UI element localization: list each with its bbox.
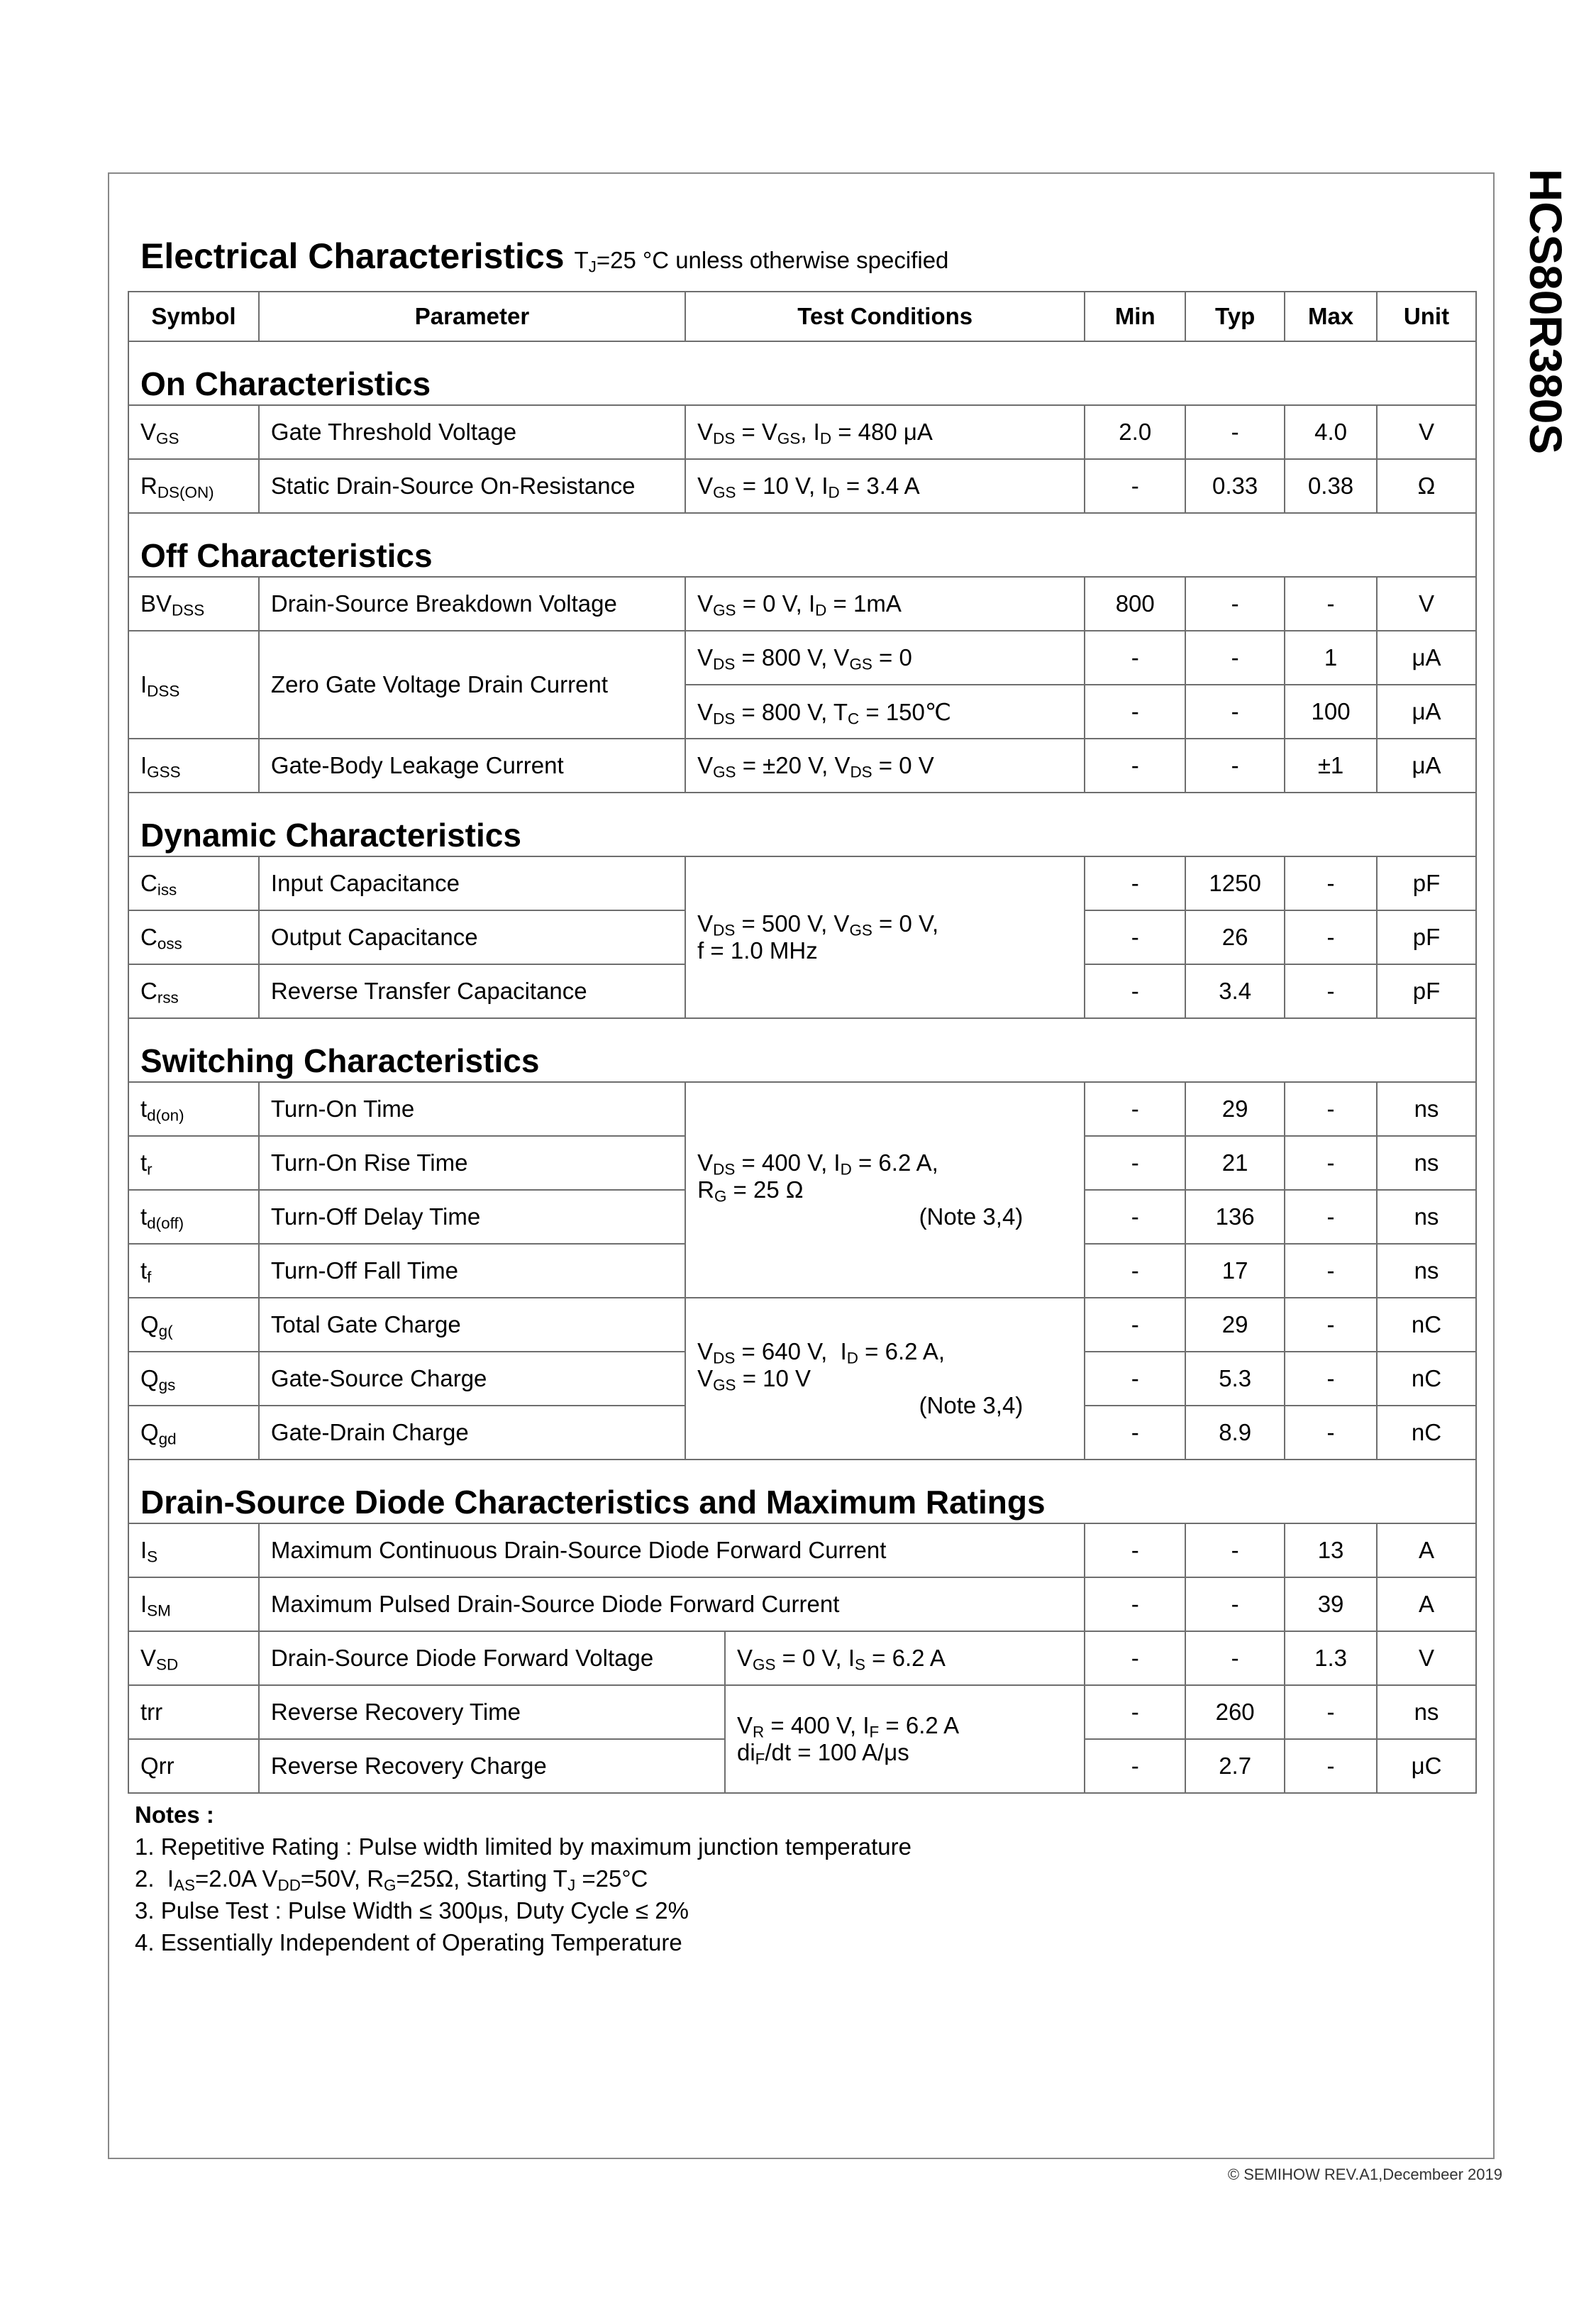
page-heading bbox=[140, 236, 948, 277]
side-part-number: HCS80R380S bbox=[1520, 169, 1571, 454]
table-row: $Q_{gs}$ Gate-Source Charge - 5.3 - nC bbox=[128, 1352, 1476, 1406]
table-row: Qrr Reverse Recovery Charge - 2.7 - μC bbox=[128, 1739, 1476, 1793]
table-row: $BV_{DSS}$ Drain-Source Breakdown Voltage $V_{GS} = 0$ V, $I_D = 1mA$ 800 - - V bbox=[128, 577, 1476, 631]
section-switching: Switching Characteristics bbox=[128, 1018, 1476, 1082]
table-row: $V_{SD}$ Drain-Source Diode Forward Voltage $V_{GS} = 0$ V, $I_S = 6.2$ A - - 1.3 V bbox=[128, 1631, 1476, 1685]
note-4: 4. Essentially Independent of Operating Temperature bbox=[135, 1929, 682, 1955]
heading-condition: $T_J=25$ °C unless otherwise specified bbox=[574, 247, 949, 276]
section-on: On Characteristics bbox=[128, 341, 1476, 405]
heading-title: Electrical Characteristics bbox=[140, 236, 565, 276]
table-row: $I_{GSS}$ Gate-Body Leakage Current $V_{GS} = \pm 20$ V, $V_{DS} = 0$ V - - ±1 μA bbox=[128, 739, 1476, 793]
table-row: $Q_{gd}$ Gate-Drain Charge - 8.9 - nC bbox=[128, 1406, 1476, 1460]
note-2: 2. $I_{AS}=2.0A$ $V_{DD}=50V$, $R_G=25\Omega$, Starting $T_J =25^\circ C$ bbox=[135, 1865, 648, 1894]
table-row: $C_{rss}$ Reverse Transfer Capacitance - 3.4 - pF bbox=[128, 964, 1476, 1018]
table-row: $t_r$ Turn-On Rise Time - 21 - ns bbox=[128, 1136, 1476, 1190]
table-row: $I_S$ Maximum Continuous Drain-Source Diode Forward Current - - 13 A bbox=[128, 1523, 1476, 1577]
note-3: 3. Pulse Test : Pulse Width ≤ 300μs, Duty Cycle ≤ 2% bbox=[135, 1897, 689, 1924]
table-row: $Q_{g(}$ Total Gate Charge $V_{DS} = 640$ V, $I_D = 6.2$ A, $V_{GS} = 10$ V (Note 3,4) - 29 - nC bbox=[128, 1298, 1476, 1352]
section-off: Off Characteristics bbox=[128, 513, 1476, 577]
table-row: $C_{iss}$ Input Capacitance $V_{DS} = 500$ V, $V_{GS} = 0$ V, f = 1.0 MHz - 1250 - pF bbox=[128, 856, 1476, 910]
table-row: $R_{DS(ON)}$ Static Drain-Source On-Resistance $V_{GS} = 10$ V, $I_D = 3.4$ A - 0.33 0.38 Ω bbox=[128, 459, 1476, 513]
table-row: $C_{oss}$ Output Capacitance - 26 - pF bbox=[128, 910, 1476, 964]
notes-section bbox=[135, 1799, 911, 1958]
section-dynamic: Dynamic Characteristics bbox=[128, 793, 1476, 856]
table-row: $V_{DS} = 800$ V, $T_C$ = 150℃ - - 100 μA bbox=[128, 685, 1476, 739]
table-row: $t_{d(off)}$ Turn-Off Delay Time - 136 - ns bbox=[128, 1190, 1476, 1244]
footer-copyright: © SEMIHOW REV.A1,Decembeer 2019 bbox=[1227, 2166, 1502, 2183]
table-row: $I_{SM}$ Maximum Pulsed Drain-Source Diode Forward Current - - 39 A bbox=[128, 1577, 1476, 1631]
table-row: $I_{DSS}$ Zero Gate Voltage Drain Current $V_{DS} = 800$ V, $V_{GS} = 0$ - - 1 μA bbox=[128, 631, 1476, 685]
electrical-characteristics-table bbox=[128, 291, 1477, 1794]
table-row: $t_{d(on)}$ Turn-On Time $V_{DS} = 400$ V, $I_D = 6.2$ A, $R_G = 25$ Ω (Note 3,4) - 29 - ns bbox=[128, 1082, 1476, 1136]
section-diode: Drain-Source Diode Characteristics and Maximum Ratings bbox=[128, 1460, 1476, 1523]
table-row: $t_f$ Turn-Off Fall Time - 17 - ns bbox=[128, 1244, 1476, 1298]
note-1: 1. Repetitive Rating : Pulse width limited by maximum junction temperature bbox=[135, 1833, 911, 1860]
table-row: trr Reverse Recovery Time $V_R = 400$ V, $I_F = 6.2$ A $di_F/dt = 100$ A/μs - 260 - ns bbox=[128, 1685, 1476, 1739]
table-header: Symbol Parameter Test Conditions Min Typ Max Unit bbox=[128, 292, 1476, 341]
table-row: $V_{GS}$ Gate Threshold Voltage $V_{DS} = V_{GS}$, $I_D = 480$ μA 2.0 - 4.0 V bbox=[128, 405, 1476, 459]
notes-title: Notes : bbox=[135, 1802, 214, 1828]
